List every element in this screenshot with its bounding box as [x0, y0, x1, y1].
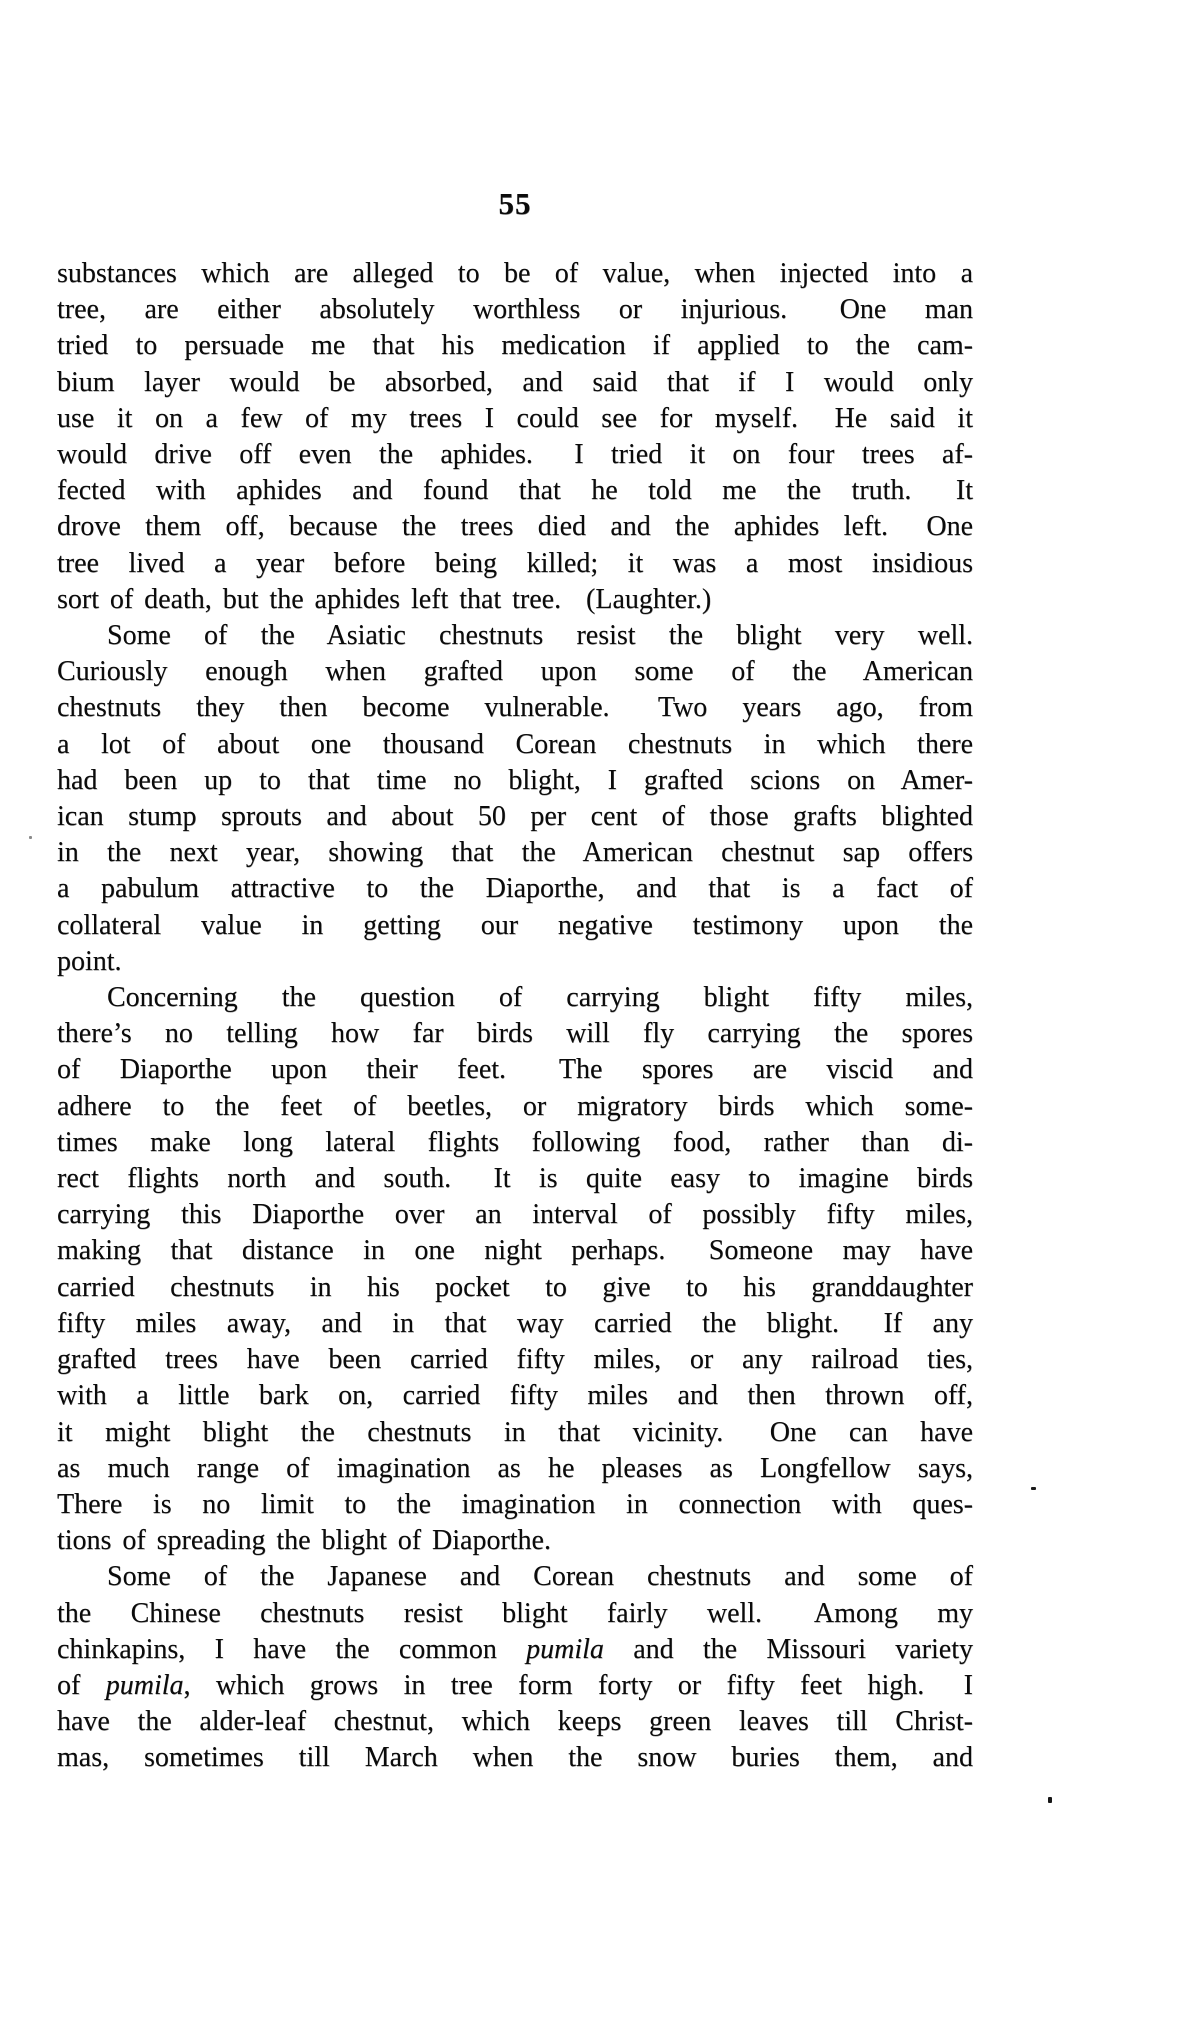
text-segment: Curiously enough when grafted upon some of the American [57, 656, 973, 688]
text-segment: the Chinese chestnuts resist blight fairly well. Among my [57, 1597, 973, 1629]
text-segment: drove them off, because the trees died and the aphides left. One [57, 511, 973, 543]
text-line [57, 1197, 973, 1233]
text-segment: a pabulum attractive to the Diaporthe, and that is a fact of [57, 873, 973, 905]
text-segment: tried to persuade me that his medication if applied to the cam- [57, 330, 973, 362]
text-segment: collateral value in getting our negative testimony upon the [57, 909, 973, 941]
italic-text: pumila [526, 1633, 604, 1665]
text-segment: it might blight the chestnuts in that vicinity. One can have [57, 1416, 973, 1448]
text-line [57, 401, 973, 437]
text-line [57, 437, 973, 473]
text-line [57, 1596, 973, 1632]
text-segment: in the next year, showing that the American chestnut sap offers [57, 837, 973, 869]
scan-speck [1031, 1487, 1036, 1490]
text-line [57, 509, 973, 545]
paragraph [57, 1559, 973, 1776]
text-line [57, 292, 973, 328]
text-segment: would drive off even the aphides. I tried it on four trees af- [57, 439, 973, 471]
text-segment: Concerning the question of carrying blight fifty miles, [107, 982, 973, 1014]
text-line [57, 1342, 973, 1378]
text-line [57, 1559, 973, 1595]
text-line [57, 1125, 973, 1161]
text-line [57, 1089, 973, 1125]
text-line [57, 1704, 973, 1740]
text-segment: tions of spreading the blight of Diaporthe. [57, 1525, 551, 1557]
text-segment: fected with aphides and found that he told me the truth. It [57, 475, 973, 507]
text-segment: sort of death, but the aphides left that tree. (Laughter.) [57, 583, 712, 615]
text-segment: adhere to the feet of beetles, or migratory birds which some- [57, 1090, 973, 1122]
text-segment: carrying this Diaporthe over an interval of possibly fifty miles, [57, 1199, 973, 1231]
text-segment: carried chestnuts in his pocket to give to his granddaughter [57, 1271, 973, 1303]
text-segment: and the Missouri variety [603, 1633, 973, 1665]
text-segment: use it on a few of my trees I could see for myself. He said it [57, 402, 973, 434]
text-segment: grafted trees have been carried fifty miles, or any railroad ties, [57, 1344, 973, 1376]
text-segment: there’s no telling how far birds will fly carrying the spores [57, 1018, 973, 1050]
text-line [57, 365, 973, 401]
text-line [57, 1052, 973, 1088]
text-line [57, 690, 973, 726]
paragraph [57, 980, 973, 1559]
text-segment: times make long lateral flights following food, rather than di- [57, 1126, 973, 1158]
text-segment: tree lived a year before being killed; it was a most insidious [57, 547, 973, 579]
text-line [57, 256, 973, 292]
text-line [57, 1161, 973, 1197]
text-line [57, 328, 973, 364]
text-segment: making that distance in one night perhaps. Someone may have [57, 1235, 973, 1267]
text-segment: ican stump sprouts and about 50 per cent of those grafts blighted [57, 801, 973, 833]
text-segment: point. [57, 945, 122, 977]
text-line [57, 1523, 973, 1559]
text-segment: , which grows in tree form forty or fifty feet high. I [183, 1669, 973, 1701]
text-line [57, 1306, 973, 1342]
text-segment: Some of the Asiatic chestnuts resist the blight very well. [107, 620, 973, 652]
text-line [57, 799, 973, 835]
text-segment: bium layer would be absorbed, and said that if I would only [57, 366, 973, 398]
text-line [57, 473, 973, 509]
text-line [57, 871, 973, 907]
text-line [57, 546, 973, 582]
text-segment: tree, are either absolutely worthless or injurious. One man [57, 294, 973, 326]
text-segment: as much range of imagination as he pleases as Longfellow says, [57, 1452, 973, 1484]
text-line [57, 908, 973, 944]
page-number: 55 [498, 186, 532, 221]
text-segment: have the alder-leaf chestnut, which keeps green leaves till Christ- [57, 1706, 973, 1738]
text-line [57, 1016, 973, 1052]
text-segment: mas, sometimes till March when the snow buries them, and [57, 1742, 973, 1774]
text-segment: chestnuts they then become vulnerable. Two years ago, from [57, 692, 973, 724]
text-line [57, 1668, 973, 1704]
text-line [57, 1270, 973, 1306]
text-line [57, 1487, 973, 1523]
paragraph [57, 618, 973, 980]
paragraph [57, 256, 973, 618]
text-line [57, 1233, 973, 1269]
text-line [57, 980, 973, 1016]
text-line [57, 654, 973, 690]
text-line [57, 582, 973, 618]
text-line [57, 1740, 973, 1776]
text-line [57, 763, 973, 799]
text-line [57, 835, 973, 871]
text-line [57, 1632, 973, 1668]
text-line [57, 1415, 973, 1451]
text-line [57, 727, 973, 763]
text-line [57, 1451, 973, 1487]
italic-text: pumila [105, 1669, 184, 1701]
text-line [57, 1378, 973, 1414]
text-segment: substances which are alleged to be of value, when injected into a [57, 258, 973, 289]
text-segment: of [57, 1669, 106, 1701]
text-segment: Some of the Japanese and Corean chestnuts and some of [107, 1561, 973, 1593]
text-segment: There is no limit to the imagination in connection with ques- [57, 1488, 973, 1520]
text-segment: of Diaporthe upon their feet. The spores are viscid and [57, 1054, 973, 1086]
text-block [57, 256, 973, 1777]
text-segment: had been up to that time no blight, I grafted scions on Amer- [57, 764, 973, 796]
text-line [57, 618, 973, 654]
scan-speck [29, 836, 32, 839]
text-segment: fifty miles away, and in that way carried the blight. If any [57, 1307, 973, 1339]
text-line [57, 944, 973, 980]
text-segment: rect flights north and south. It is quite easy to imagine birds [57, 1163, 973, 1195]
text-segment: a lot of about one thousand Corean chestnuts in which there [57, 728, 973, 760]
text-segment: chinkapins, I have the common [57, 1633, 527, 1665]
text-segment: with a little bark on, carried fifty miles and then thrown off, [57, 1380, 973, 1412]
scan-speck [1048, 1797, 1052, 1803]
